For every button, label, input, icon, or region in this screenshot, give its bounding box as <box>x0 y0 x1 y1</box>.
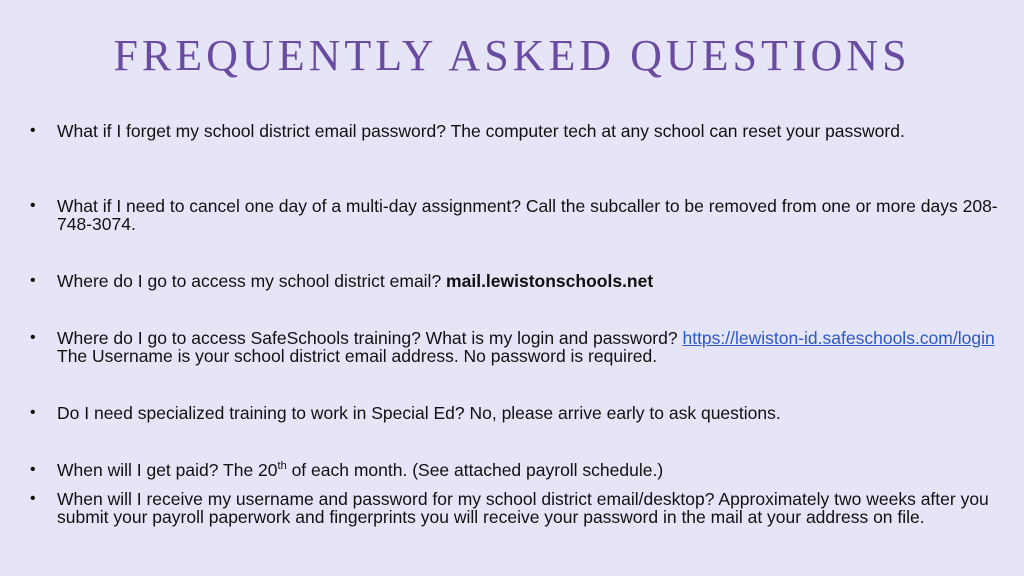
faq-answer: Approximately two weeks after you submit your payroll paperwork and fingerprints you will receive your password in the mail at your address on file. <box>57 489 989 527</box>
safeschools-login-link[interactable]: https://lewiston-id.safeschools.com/login <box>682 328 995 348</box>
bullet-icon: • <box>30 122 36 139</box>
bullet-icon: • <box>30 461 36 478</box>
bullet-icon: • <box>30 272 36 289</box>
faq-question: What if I need to cancel one day of a multi-day assignment? <box>57 196 526 216</box>
faq-question: What if I forget my school district email password? <box>57 121 451 141</box>
list-item <box>30 404 1000 422</box>
list-item <box>30 122 1000 140</box>
faq-answer: mail.lewistonschools.net <box>446 271 654 291</box>
bullet-icon: • <box>30 490 36 507</box>
faq-question: When will I receive my username and password for my school district email/desktop? <box>57 489 719 509</box>
faq-question: When will I get paid? <box>57 460 224 480</box>
faq-answer: No, please arrive early to ask questions. <box>469 403 781 423</box>
bullet-icon: • <box>30 197 36 214</box>
faq-answer: Call the subcaller to be removed from one or more days 208-748-3074. <box>57 196 998 234</box>
faq-question: Where do I go to access my school district email? <box>57 271 447 291</box>
list-item <box>30 329 1000 365</box>
faq-answer: The computer tech at any school can reset your password. <box>450 121 905 141</box>
faq-answer: The 20 <box>223 460 278 480</box>
faq-question: Where do I go to access SafeSchools training? What is my login and password? <box>57 328 683 348</box>
bullet-icon: • <box>30 329 36 346</box>
faq-answer: The Username is your school district email address. No password is required. <box>57 346 658 366</box>
faq-answer-superscript: th <box>277 460 287 473</box>
faq-question: Do I need specialized training to work in Special Ed? <box>57 403 470 423</box>
bullet-icon: • <box>30 404 36 421</box>
list-item <box>30 461 1000 479</box>
faq-answer: of each month. (See attached payroll schedule.) <box>286 460 664 480</box>
list-item <box>30 490 1000 526</box>
list-item <box>30 197 1000 233</box>
page-title: FREQUENTLY ASKED QUESTIONS <box>113 31 911 80</box>
list-item <box>30 272 1000 290</box>
